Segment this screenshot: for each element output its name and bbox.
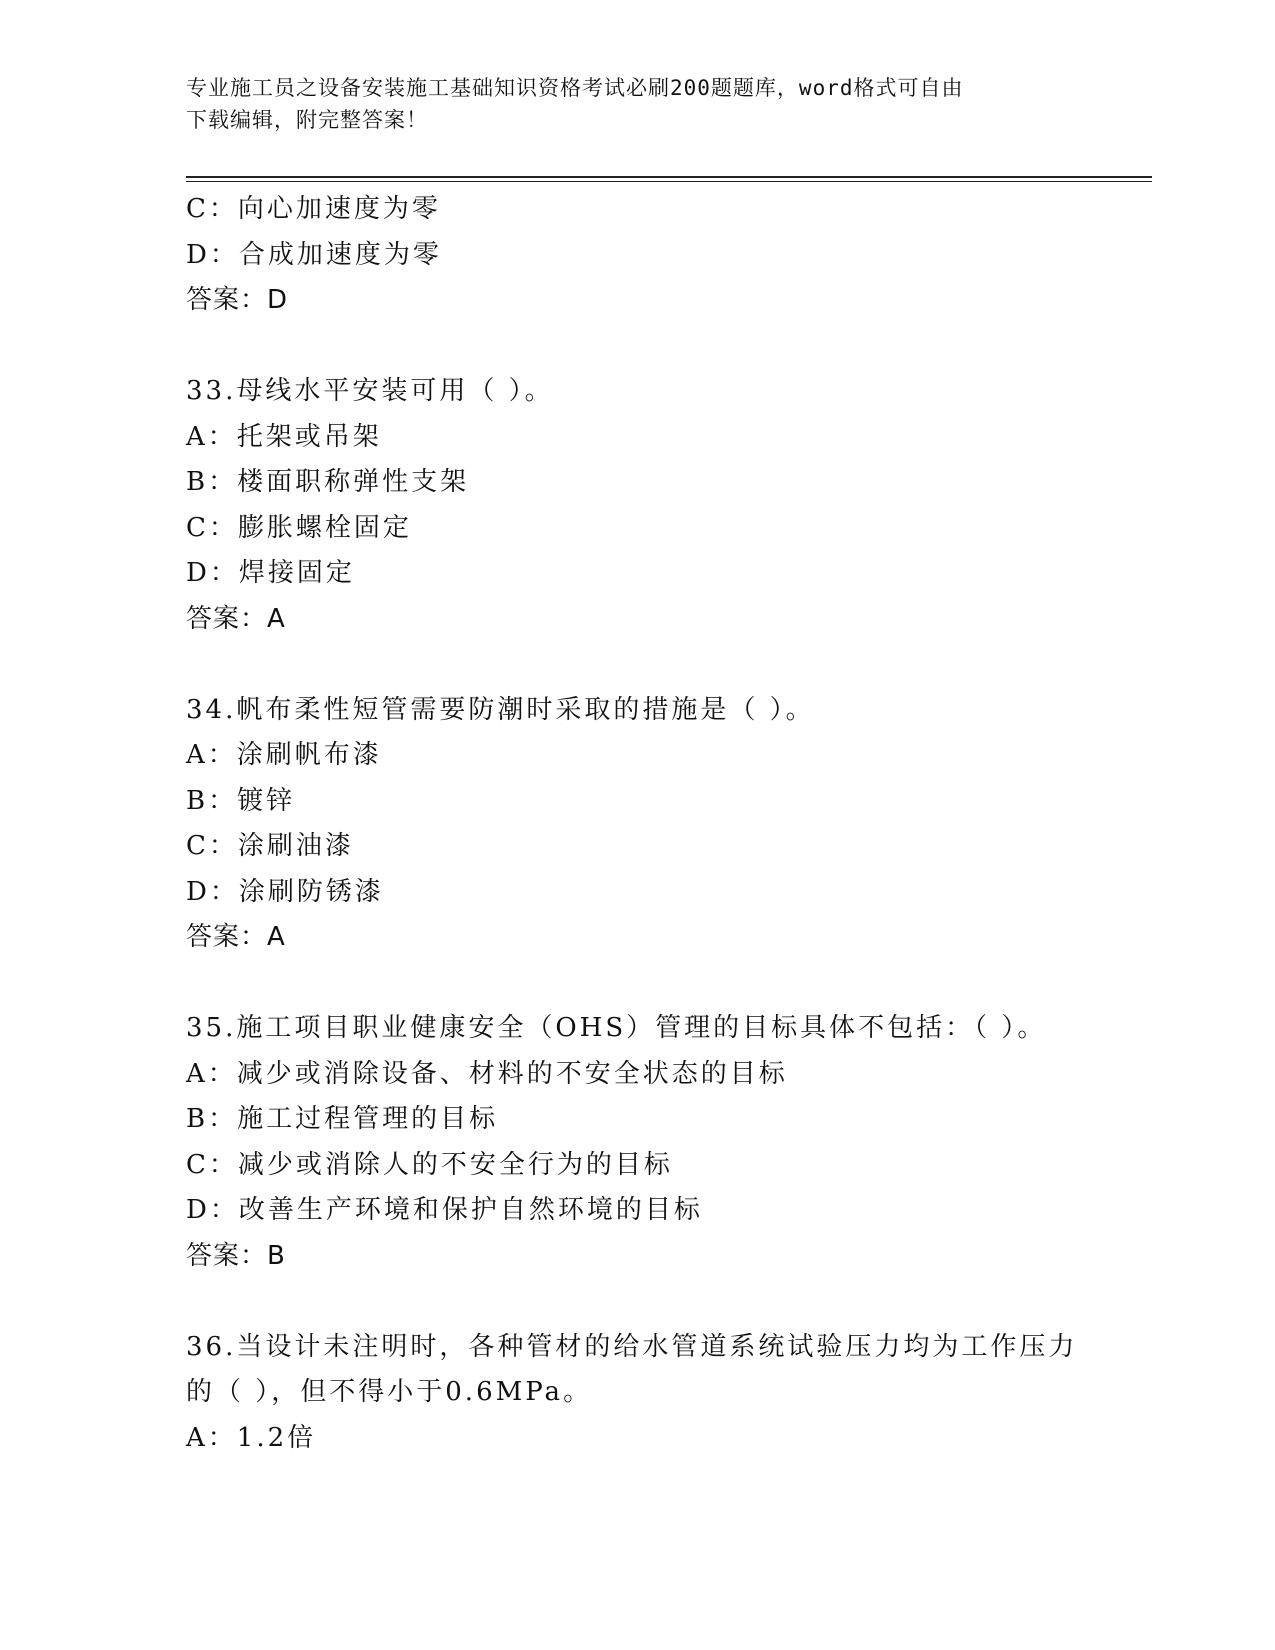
question-list bbox=[186, 187, 1086, 1461]
question-35-block bbox=[186, 1006, 1086, 1279]
option-d: D：焊接固定 bbox=[186, 558, 355, 588]
header-divider-thick bbox=[186, 176, 1152, 178]
question-text: 34.帆布柔性短管需要防潮时采取的措施是（ ）。 bbox=[186, 694, 815, 725]
question-32-block bbox=[186, 187, 1086, 324]
answer-label: 答案：A bbox=[186, 603, 286, 634]
option-a: A：托架或吊架 bbox=[186, 421, 382, 452]
question-text: 35.施工项目职业健康安全（OHS）管理的目标具体不包括：（ ）。 bbox=[186, 1013, 1047, 1043]
option-c: C：向心加速度为零 bbox=[186, 194, 441, 224]
option-d: D：合成加速度为零 bbox=[186, 239, 442, 270]
option-d: D：涂刷防锈漆 bbox=[186, 876, 384, 907]
header-divider-thin bbox=[186, 181, 1152, 182]
question-text: 33.母线水平安装可用（ ）。 bbox=[186, 376, 554, 406]
option-a: A：1.2倍 bbox=[186, 1422, 317, 1453]
spacer bbox=[186, 324, 1086, 370]
question-text-line-2: 的（ ），但不得小于0.6MPa。 bbox=[186, 1377, 593, 1407]
option-b: B：楼面职称弹性支架 bbox=[186, 467, 470, 497]
spacer bbox=[186, 1279, 1086, 1325]
document-header bbox=[186, 72, 1066, 136]
option-a: A：涂刷帆布漆 bbox=[186, 740, 382, 770]
spacer bbox=[186, 642, 1086, 688]
header-line-1: 专业施工员之设备安装施工基础知识资格考试必刷200题题库，word格式可自由 bbox=[186, 76, 964, 100]
answer-label: 答案：A bbox=[186, 922, 286, 952]
question-text-line-1: 36.当设计未注明时，各种管材的给水管道系统试验压力均为工作压力 bbox=[186, 1331, 1078, 1362]
answer-label: 答案：D bbox=[186, 285, 289, 315]
question-33-block bbox=[186, 369, 1086, 642]
option-c: C：膨胀螺栓固定 bbox=[186, 512, 412, 543]
option-b: B：镀锌 bbox=[186, 785, 296, 816]
option-c: C：涂刷油漆 bbox=[186, 831, 354, 861]
header-line-2: 下载编辑，附完整答案！ bbox=[186, 108, 428, 132]
question-36-block bbox=[186, 1325, 1086, 1462]
option-a: A：减少或消除设备、材料的不安全状态的目标 bbox=[186, 1058, 788, 1089]
option-b: B：施工过程管理的目标 bbox=[186, 1104, 499, 1134]
option-c: C：减少或消除人的不安全行为的目标 bbox=[186, 1149, 673, 1180]
option-d: D：改善生产环境和保护自然环境的目标 bbox=[186, 1195, 703, 1225]
spacer bbox=[186, 961, 1086, 1007]
answer-label: 答案：B bbox=[186, 1240, 286, 1271]
question-34-block bbox=[186, 688, 1086, 961]
